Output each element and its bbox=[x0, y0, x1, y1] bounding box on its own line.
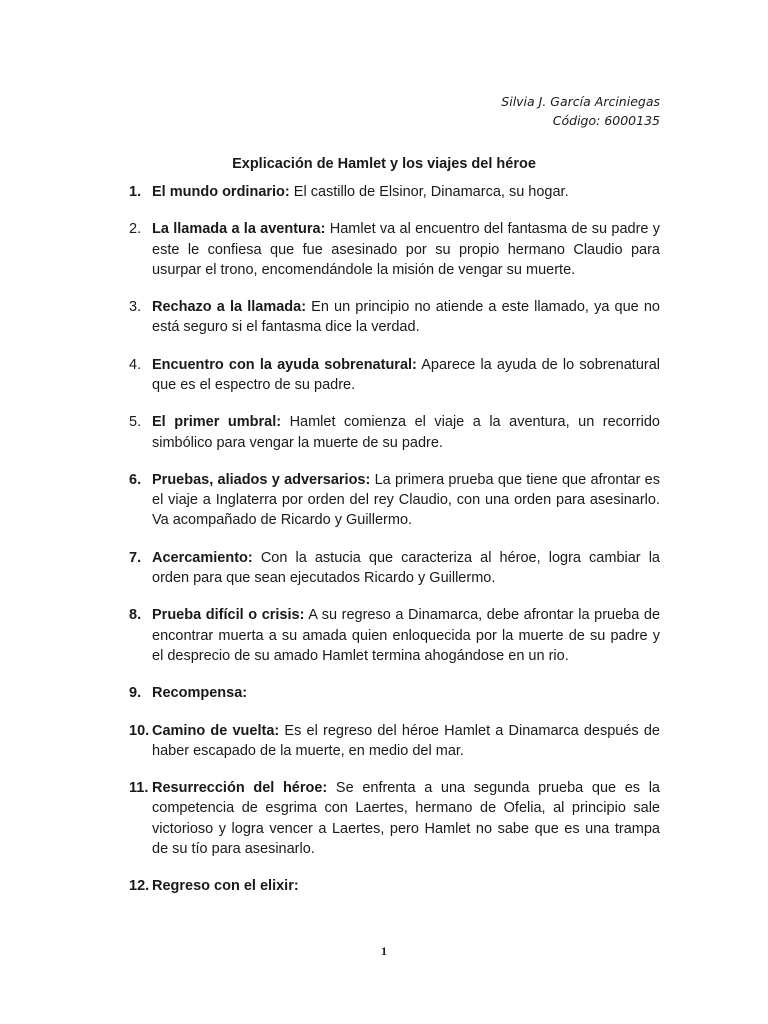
item-term: El mundo ordinario: bbox=[152, 184, 290, 200]
item-number: 3. bbox=[129, 299, 142, 316]
list-item-4 bbox=[129, 355, 660, 395]
item-term: La llamada a la aventura: bbox=[152, 221, 326, 238]
list-item-5 bbox=[129, 412, 660, 452]
list-item-11 bbox=[129, 778, 660, 859]
item-term: Acercamiento: bbox=[152, 549, 253, 566]
item-term: Camino de vuelta: bbox=[152, 722, 280, 739]
item-number: 9. bbox=[129, 685, 142, 702]
list-item-8 bbox=[129, 605, 660, 666]
item-term: Encuentro con la ayuda sobrenatural: bbox=[152, 356, 417, 373]
item-number: 12. bbox=[129, 878, 150, 895]
page-number: 1 bbox=[381, 944, 387, 958]
item-text: Se enfrenta a una segunda prueba que es la competencia de esgrima con Laertes, hermano de Ofelia, al principio sale victorioso y logra vencer a Laertes, pero Hamlet no sabe que es una trampa de su tío para asesinarlo. bbox=[152, 780, 660, 857]
document-title: Explicación de Hamlet y los viajes del héroe bbox=[232, 156, 536, 172]
item-number: 11. bbox=[129, 780, 149, 797]
list-item-2 bbox=[129, 219, 660, 280]
item-number: 8. bbox=[129, 607, 142, 624]
item-term: Prueba difícil o crisis: bbox=[152, 607, 305, 624]
item-text: Es el regreso del héroe Hamlet a Dinamarca después de haber escapado de la muerte, en medio del mar. bbox=[152, 722, 660, 759]
list-item-9 bbox=[129, 683, 660, 703]
list-item-10 bbox=[129, 721, 660, 761]
list-item-6 bbox=[129, 470, 660, 531]
list-item-7 bbox=[129, 548, 660, 588]
item-text: La primera prueba que tiene que afrontar es el viaje a Inglaterra por orden del rey Claudio, con una orden para asesinarlo. Va acompañado de Ricardo y Guillermo. bbox=[152, 471, 660, 529]
item-number: 7. bbox=[129, 549, 142, 566]
item-number: 5. bbox=[129, 414, 142, 431]
item-term: Rechazo a la llamada: bbox=[152, 299, 307, 316]
item-number: 2. bbox=[129, 221, 142, 238]
author-code: Código: 6000135 bbox=[552, 113, 660, 128]
item-number: 10. bbox=[129, 722, 150, 739]
item-text: Hamlet va al encuentro del fantasma de su padre y este le confiesa que fue asesinado por su propio hermano Claudio para usurpar el trono, encomendándole la misión de vengar su muerte. bbox=[152, 221, 660, 278]
item-text: Con la astucia que caracteriza al héroe, logra cambiar la orden para que sean ejecutados Ricardo y Guillermo. bbox=[152, 549, 660, 586]
hero-journey-list bbox=[129, 182, 660, 914]
author-name: Silvia J. García Arciniegas bbox=[501, 94, 660, 109]
item-term: Resurrección del héroe: bbox=[152, 780, 328, 797]
item-term: Pruebas, aliados y adversarios: bbox=[152, 471, 371, 488]
item-text: En un principio no atiende a este llamado, ya que no está seguro si el fantasma dice la verdad. bbox=[152, 299, 661, 336]
item-text: Hamlet comienza el viaje a la aventura, un recorrido simbólico para vengar la muerte de su padre. bbox=[152, 414, 660, 451]
item-number: 4. bbox=[129, 356, 142, 373]
list-item-3 bbox=[129, 297, 660, 337]
item-text: A su regreso a Dinamarca, debe afrontar la prueba de encontrar muerta a su amada quien enloquecida por la muerte de su padre y el desprecio de su amado Hamlet termina ahogándose en un rio. bbox=[152, 607, 661, 664]
item-term: Recompensa: bbox=[152, 685, 248, 702]
item-text: El castillo de Elsinor, Dinamarca, su hogar. bbox=[289, 184, 569, 200]
item-number: 6. bbox=[129, 471, 142, 488]
item-text: Aparece la ayuda de lo sobrenatural que es el espectro de su padre. bbox=[152, 356, 660, 393]
author-block bbox=[501, 92, 660, 130]
item-term: El primer umbral: bbox=[152, 414, 282, 431]
list-item-1 bbox=[129, 182, 660, 202]
item-number: 1. bbox=[129, 184, 142, 200]
list-item-12 bbox=[129, 876, 660, 896]
item-term: Regreso con el elixir: bbox=[152, 878, 299, 895]
